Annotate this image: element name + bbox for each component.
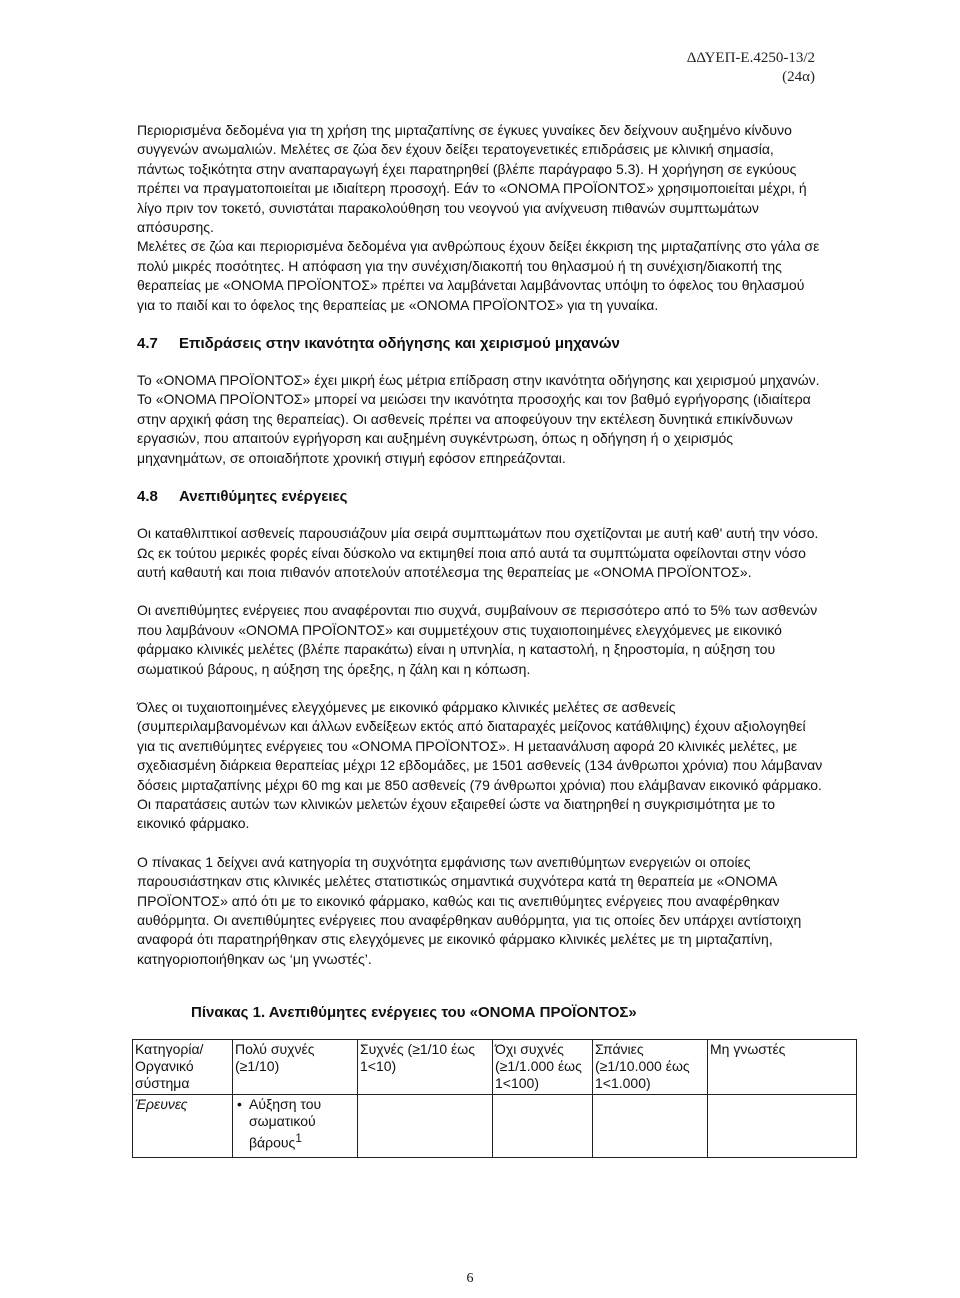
- list-item: [249, 1096, 355, 1152]
- table-title: Πίνακας 1. Ανεπιθύμητες ενέργειες του «ΟΝΟΜΑ ΠΡΟΪΟΝΤΟΣ»: [191, 1004, 637, 1022]
- header-not-known: Μη γνωστές: [708, 1039, 857, 1094]
- paragraph-breastfeeding: Μελέτες σε ζώα και περιορισμένα δεδομένα για ανθρώπους έχουν δείξει έκκριση της μιρταζαπίνης στο γάλα σε πολύ μικρές ποσότητες. Η απόφαση για την συνέχιση/διακοπή του θηλασμού ή τη συνέχιση/διακοπή της θεραπείας με «ΟΝΟΜΑ ΠΡΟΪΟΝΤΟΣ» πρέπει να λαμβάνεται λαμβάνοντας υπόψη το όφελος του θηλασμού για το παιδί και το όφελος της θεραπείας με «ΟΝΟΜΑ ΠΡΟΪΟΝΤΟΣ» για τη γυναίκα.: [137, 238, 820, 313]
- section-number: 4.7: [137, 335, 158, 353]
- document-body: [137, 121, 825, 1158]
- reaction-text: Αύξηση του σωματικού βάρους: [249, 1095, 322, 1151]
- document-reference: [687, 49, 815, 87]
- section-heading-4-7: [137, 334, 825, 354]
- section-title: Ανεπιθύμητες ενέργειες: [179, 488, 348, 506]
- reference-code: ΔΔΥΕΠ-Ε.4250-13/2: [686, 50, 815, 66]
- cell-uncommon: [493, 1094, 593, 1157]
- paragraph-driving: Το «ΟΝΟΜΑ ΠΡΟΪΟΝΤΟΣ» έχει μικρή έως μέτρια επίδραση στην ικανότητα οδήγησης και χειρισμού μηχανών. Το «ΟΝΟΜΑ ΠΡΟΪΟΝΤΟΣ» μπορεί να μειώσει την ικανότητα προσοχής και τον βαθμό εγρήγορσης (ιδιαίτερα στην αρχική φάση της θεραπείας). Οι ασθενείς πρέπει να αποφεύγουν την εκτέλεση δυνητικά επικίνδυνων εργασιών, που απαιτούν εγρήγορση και αυξημένη συγκέντρωση, όπως η οδήγηση ή ο χειρισμός μηχανημάτων, σε οποιαδήποτε χρονική στιγμή εφόσον επηρεάζονται.: [137, 372, 820, 466]
- table-row: [133, 1094, 857, 1157]
- header-uncommon: Όχι συχνές (≥1/1.000 έως 1<100): [493, 1039, 593, 1094]
- paragraph-pregnancy: Περιορισμένα δεδομένα για τη χρήση της μιρταζαπίνης σε έγκυες γυναίκες δεν δείχνουν αυξημένο κίνδυνο συγγενών ανωμαλιών. Μελέτες σε ζώα δεν έχουν δείξει τερατογενετικές επιδράσεις με κλινική σημασία, πάντως τοξικότητα στην αναπαραγωγή έχει παρατηρηθεί (βλέπε παράγραφο 5.3). Η χορήγηση σε εγκύους πρέπει να πραγματοποιείται με ιδιαίτερη προσοχή. Εάν το «ΟΝΟΜΑ ΠΡΟΪΟΝΤΟΣ» χρησιμοποιείται μέχρι, ή λίγο πριν τον τοκετό, συνιστάται παρακολούθηση του νεογνού για ανίχνευση πιθανών συμπτωμάτων απόσυρσης.: [137, 122, 807, 236]
- cell-category: Έρευνες: [133, 1094, 233, 1157]
- reaction-list: [235, 1096, 355, 1152]
- cell-common: [358, 1094, 493, 1157]
- reference-page: (24α): [782, 69, 815, 85]
- footnote-marker: 1: [295, 1131, 302, 1145]
- header-very-common: Πολύ συχνές (≥1/10): [233, 1039, 358, 1094]
- section-heading-4-8: [137, 487, 825, 507]
- cell-rare: [593, 1094, 708, 1157]
- paragraph-adverse-1: Οι καταθλιπτικοί ασθενείς παρουσιάζουν μία σειρά συμπτωμάτων που σχετίζονται με αυτή καθ' αυτή την νόσο. Ως εκ τούτου μερικές φορές είναι δύσκολο να εκτιμηθεί ποια από αυτά τα συμπτώματα οφείλονται στην νόσο αυτή καθαυτή και ποια πιθανόν αποτελούν αποτέλεσμα της θεραπείας με «ΟΝΟΜΑ ΠΡΟΪΟΝΤΟΣ».: [137, 525, 819, 580]
- paragraph-adverse-2: Οι ανεπιθύμητες ενέργειες που αναφέρονται πιο συχνά, συμβαίνουν σε περισσότερο από το 5% των ασθενών που λαμβάνουν «ΟΝΟΜΑ ΠΡΟΪΟΝΤΟΣ» και συμμετέχουν στις τυχαιοποιημένες ελεγχόμενες με εικονικό φάρμακο κλινικές μελέτες (βλέπε παρακάτω) είναι η υπνηλία, η καταστολή, η ξηροστομία, η αύξηση του σωματικού βάρους, η αύξηση της όρεξης, η ζάλη και η κόπωση.: [137, 602, 818, 677]
- paragraph-adverse-3: Όλες οι τυχαιοποιημένες ελεγχόμενες με εικονικό φάρμακο κλινικές μελέτες σε ασθενείς (συμπεριλαμβανομένων και άλλων ενδείξεων εκτός από διαταραχές μείζονος κατάθλιψης) έχουν αξιολογηθεί για τις ανεπιθύμητες ενέργειες του «ΟΝΟΜΑ ΠΡΟΪΟΝΤΟΣ». Η μεταανάλυση αφορά 20 κλινικές μελέτες, με σχεδιασμένη διάρκεια θεραπείας μέχρι 12 εβδομάδες, με 1501 ασθενείς (134 άνθρωποι χρόνια) που λάμβαναν δόσεις μιρταζαπίνης μέχρι 60 mg και με 850 ασθενείς (79 άνθρωποι χρόνια) που ελάμβαναν εικονικό φάρμακο. Οι παρατάσεις αυτών των κλινικών μελετών έχουν εξαιρεθεί ώστε να διατηρηθεί η συγκρισιμότητα με το εικονικό φάρμακο.: [137, 698, 823, 832]
- page-number: 6: [466, 1271, 474, 1286]
- paragraph-adverse-4: Ο πίνακας 1 δείχνει ανά κατηγορία τη συχνότητα εμφάνισης των ανεπιθύμητων ενεργειών οι οποίες παρουσιάστηκαν στις κλινικές μελέτες στατιστικώς σημαντικά συχνότερα κατά τη θεραπεία με «ΟΝΟΜΑ ΠΡΟΪΟΝΤΟΣ» από ότι με το εικονικό φάρμακο, καθώς και τις ανεπιθύμητες ενέργειες που αναφέρθηκαν αυθόρμητα. Οι ανεπιθύμητες ενέργειες που αναφέρθηκαν αυθόρμητα, για τις οποίες δεν υπάρχει αντίστοιχη αναφορά ότι παρατηρήθηκαν στις ελεγχόμενες με εικονικό φάρμακο κλινικές μελέτες με τη μιρταζαπίνη, κατηγοριοποιήθηκαν ως ‘μη γνωστές’.: [137, 853, 802, 967]
- cell-not-known: [708, 1094, 857, 1157]
- adverse-reactions-table: [132, 1039, 857, 1158]
- table-header-row: [133, 1039, 857, 1094]
- header-rare: Σπάνιες (≥1/10.000 έως 1<1.000): [593, 1039, 708, 1094]
- section-title: Επιδράσεις στην ικανότητα οδήγησης και χειρισμού μηχανών: [179, 335, 620, 353]
- header-category: Κατηγορία/ Οργανικό σύστημα: [133, 1039, 233, 1094]
- header-common: Συχνές (≥1/10 έως 1<10): [358, 1039, 493, 1094]
- section-number: 4.8: [137, 488, 158, 506]
- cell-very-common: [233, 1094, 358, 1157]
